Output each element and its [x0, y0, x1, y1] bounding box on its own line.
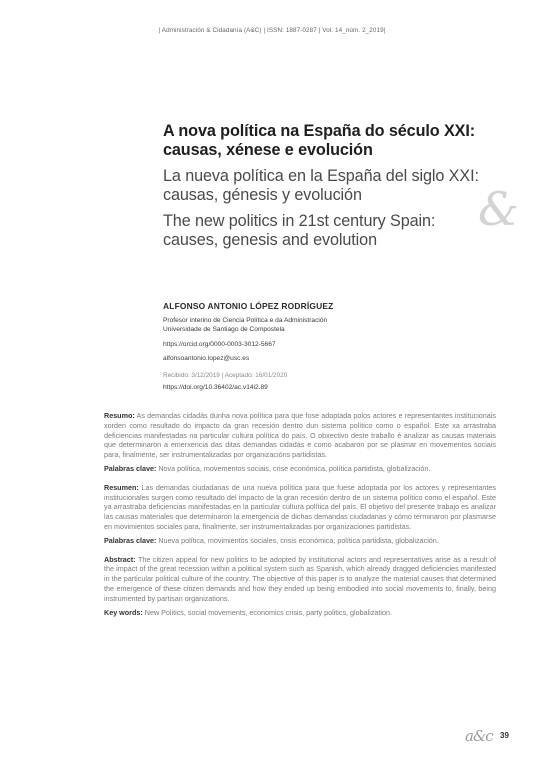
resumo-text: As demandas cidadás dunha nova política para que fose adoptada polos actores e representantes institucionais xorden como resultado do impacto da gran recesión dentro dun sistema político como o español. Este xa arrastraba deficiencias manifestadas na particular cultura política do país. O obxectivo deste traballo é analizar as causas materiais que determinaron a emerxencia das ditas demandas cidadás e como acabaron por se plasmar en movementos sociais para, finalmente, ser instrumentalizadas por organizacións partidistas.	[104, 411, 496, 460]
resumen-label: Resumen:	[104, 482, 139, 492]
page-number: 39	[500, 731, 509, 740]
resumo-paragraph	[104, 411, 496, 460]
abstract-label: Abstract:	[104, 554, 136, 564]
title-english: The new politics in 21st century Spain: causes, genesis and evolution	[163, 212, 436, 249]
keywords-galician	[104, 464, 496, 474]
resumen-paragraph	[104, 483, 496, 532]
author-university: Universidade de Santiago de Compostela	[163, 326, 285, 334]
title-block	[163, 122, 493, 250]
orcid-link[interactable]: https://orcid.org/0000-0003-3012-5667	[163, 340, 276, 348]
running-header: | Administración & Cidadanía (A&C) | ISSN: 1887-0287 | Vol. 14_núm. 2_2019|	[158, 27, 386, 34]
keywords-english	[104, 608, 496, 618]
abstracts-section	[104, 411, 496, 617]
keywords-en-text: New Politics, social movements, economics crisis, party politics, globalization.	[144, 607, 393, 617]
keywords-es-text: Nueva política, movimientos sociales, crisis económica, política partidista, globalización.	[158, 535, 439, 545]
resumo-label: Resumo:	[104, 411, 135, 420]
abstract-paragraph	[104, 555, 496, 604]
journal-logo-icon: a&c	[465, 727, 493, 745]
title-spanish: La nueva política en la España del siglo XXI: causas, génesis y evolución	[163, 167, 479, 204]
author-block	[163, 301, 493, 391]
title-galician: A nova política na España do século XXI: causas, xénese e evolución	[163, 122, 476, 159]
ampersand-logo-icon: &	[478, 182, 519, 236]
author-name: ALFONSO ANTONIO LÓPEZ RODRÍGUEZ	[163, 301, 334, 311]
submission-dates: Recibido: 3/12/2019 | Aceptado: 16/01/2020	[163, 371, 288, 379]
author-affiliation: Profesor interino de Ciencia Política e da Administración	[163, 317, 328, 324]
abstract-text: The citizen appeal for new politics to be adopted by institutional actors and representatives arise as a result of the impact of the great recession within a political system such as Spanish, which already dragged deficiencies manifested in the particular political culture of the country. The objective of this paper is to analyze the material causes that determined the emergence of these citizen demands and how they ended up being embodied into social movements to, finally, being instrumented by partisan organizations.	[104, 554, 496, 603]
keywords-gl-text: Nova política, movementos sociais, crise económica, política partidista, globalización.	[158, 463, 431, 473]
resumen-text: Las demandas ciudadanas de una nueva política para que fuese adoptada por los actores y representantes institucionales surgen como resultado del impacto de la gran recesión dentro de un sistema político como el español. Este ya arrastraba deficiencias manifestadas en la particular cultura política del país. El objetivo del presente trabajo es analizar las causas materiales que determinaron la emergencia de dichas demandas ciudadanas y cómo terminaron por plasmarse en movimientos sociales para, finalmente, ser instrumentalizadas por organizaciones partidistas.	[104, 482, 497, 531]
keywords-es-label: Palabras clave:	[104, 535, 157, 545]
keywords-en-label: Key words:	[104, 607, 143, 617]
keywords-spanish	[104, 536, 496, 546]
email-link[interactable]: alfonsoantonio.lopez@usc.es	[163, 354, 250, 362]
doi-link[interactable]: https://doi.org/10.36402/ac.v14i2.89	[163, 383, 268, 391]
keywords-gl-label: Palabras clave:	[104, 463, 157, 473]
